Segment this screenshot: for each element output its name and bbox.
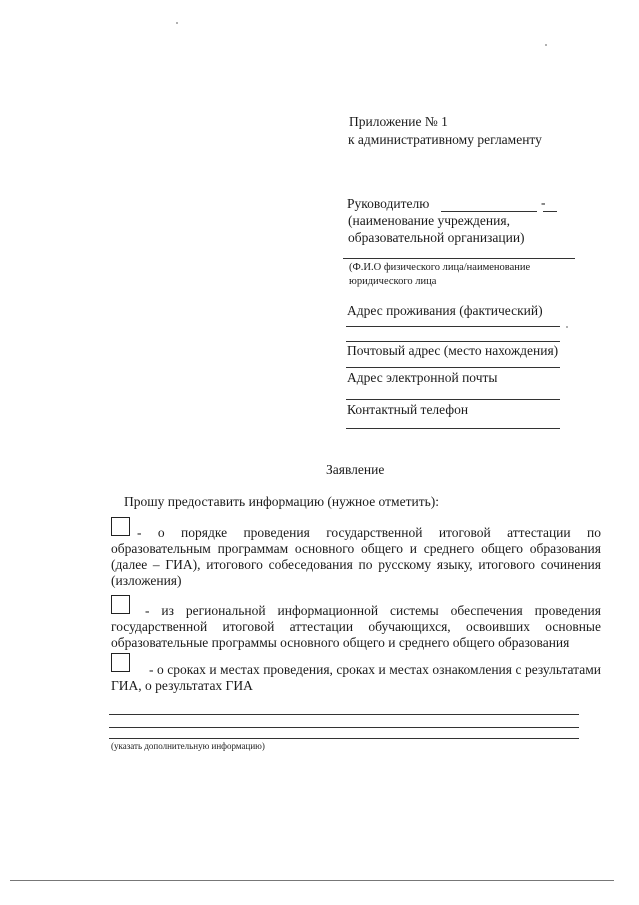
option-3-text: - о сроках и местах проведения, сроках и местах ознакомления с результатами ГИА, о результатах ГИА xyxy=(111,662,601,693)
statement-intro: Прошу предоставить информацию (нужное отметить): xyxy=(124,494,439,509)
person-name-blank xyxy=(343,258,575,259)
residence-address-line2 xyxy=(346,341,560,342)
addressee-head-blank-mark: - xyxy=(541,195,546,210)
scan-bottom-edge xyxy=(10,880,614,881)
scan-speck xyxy=(545,44,547,46)
option-2-text: - из региональной информационной системы обеспечения проведения государственной итоговой аттестации обучающихся, освоивших основные образовательные программы основного общего и среднего общего образования xyxy=(111,603,601,650)
scan-speck xyxy=(566,326,568,328)
residence-address-line1 xyxy=(346,326,560,327)
postal-address-line xyxy=(346,367,560,368)
appendix-regulation: к административному регламенту xyxy=(348,132,542,147)
phone-line xyxy=(346,428,560,429)
addressee-head-blank xyxy=(441,211,537,212)
person-name-caption-line1: (Ф.И.О физического лица/наименование xyxy=(349,262,531,273)
additional-info-line1 xyxy=(109,714,579,715)
phone-label: Контактный телефон xyxy=(347,402,469,417)
addressee-head-label: Руководителю xyxy=(347,196,430,211)
addressee-org-line1: (наименование учреждения, xyxy=(348,213,510,228)
additional-info-line3 xyxy=(109,738,579,739)
addressee-org-line2: образовательной организации) xyxy=(348,230,525,245)
additional-info-caption: (указать дополнительную информацию) xyxy=(111,741,265,751)
email-line xyxy=(346,399,560,400)
person-name-caption-line2: юридического лица xyxy=(349,276,437,287)
residence-address-label: Адрес проживания (фактический) xyxy=(347,303,543,318)
statement-title: Заявление xyxy=(326,462,385,477)
addressee-head-blank-tail xyxy=(543,211,557,212)
scan-speck xyxy=(176,22,178,24)
option-1-text: - о порядке проведения государственной итоговой аттестации по образовательным программам основного общего и среднего общего образования (далее – ГИА), итогового собеседования по русскому языку, итогового сочинения (изложения) xyxy=(111,525,601,588)
email-label: Адрес электронной почты xyxy=(347,370,498,385)
postal-address-label: Почтовый адрес (место нахождения) xyxy=(347,343,559,358)
appendix-number: Приложение № 1 xyxy=(349,114,448,129)
additional-info-line2 xyxy=(109,727,579,728)
